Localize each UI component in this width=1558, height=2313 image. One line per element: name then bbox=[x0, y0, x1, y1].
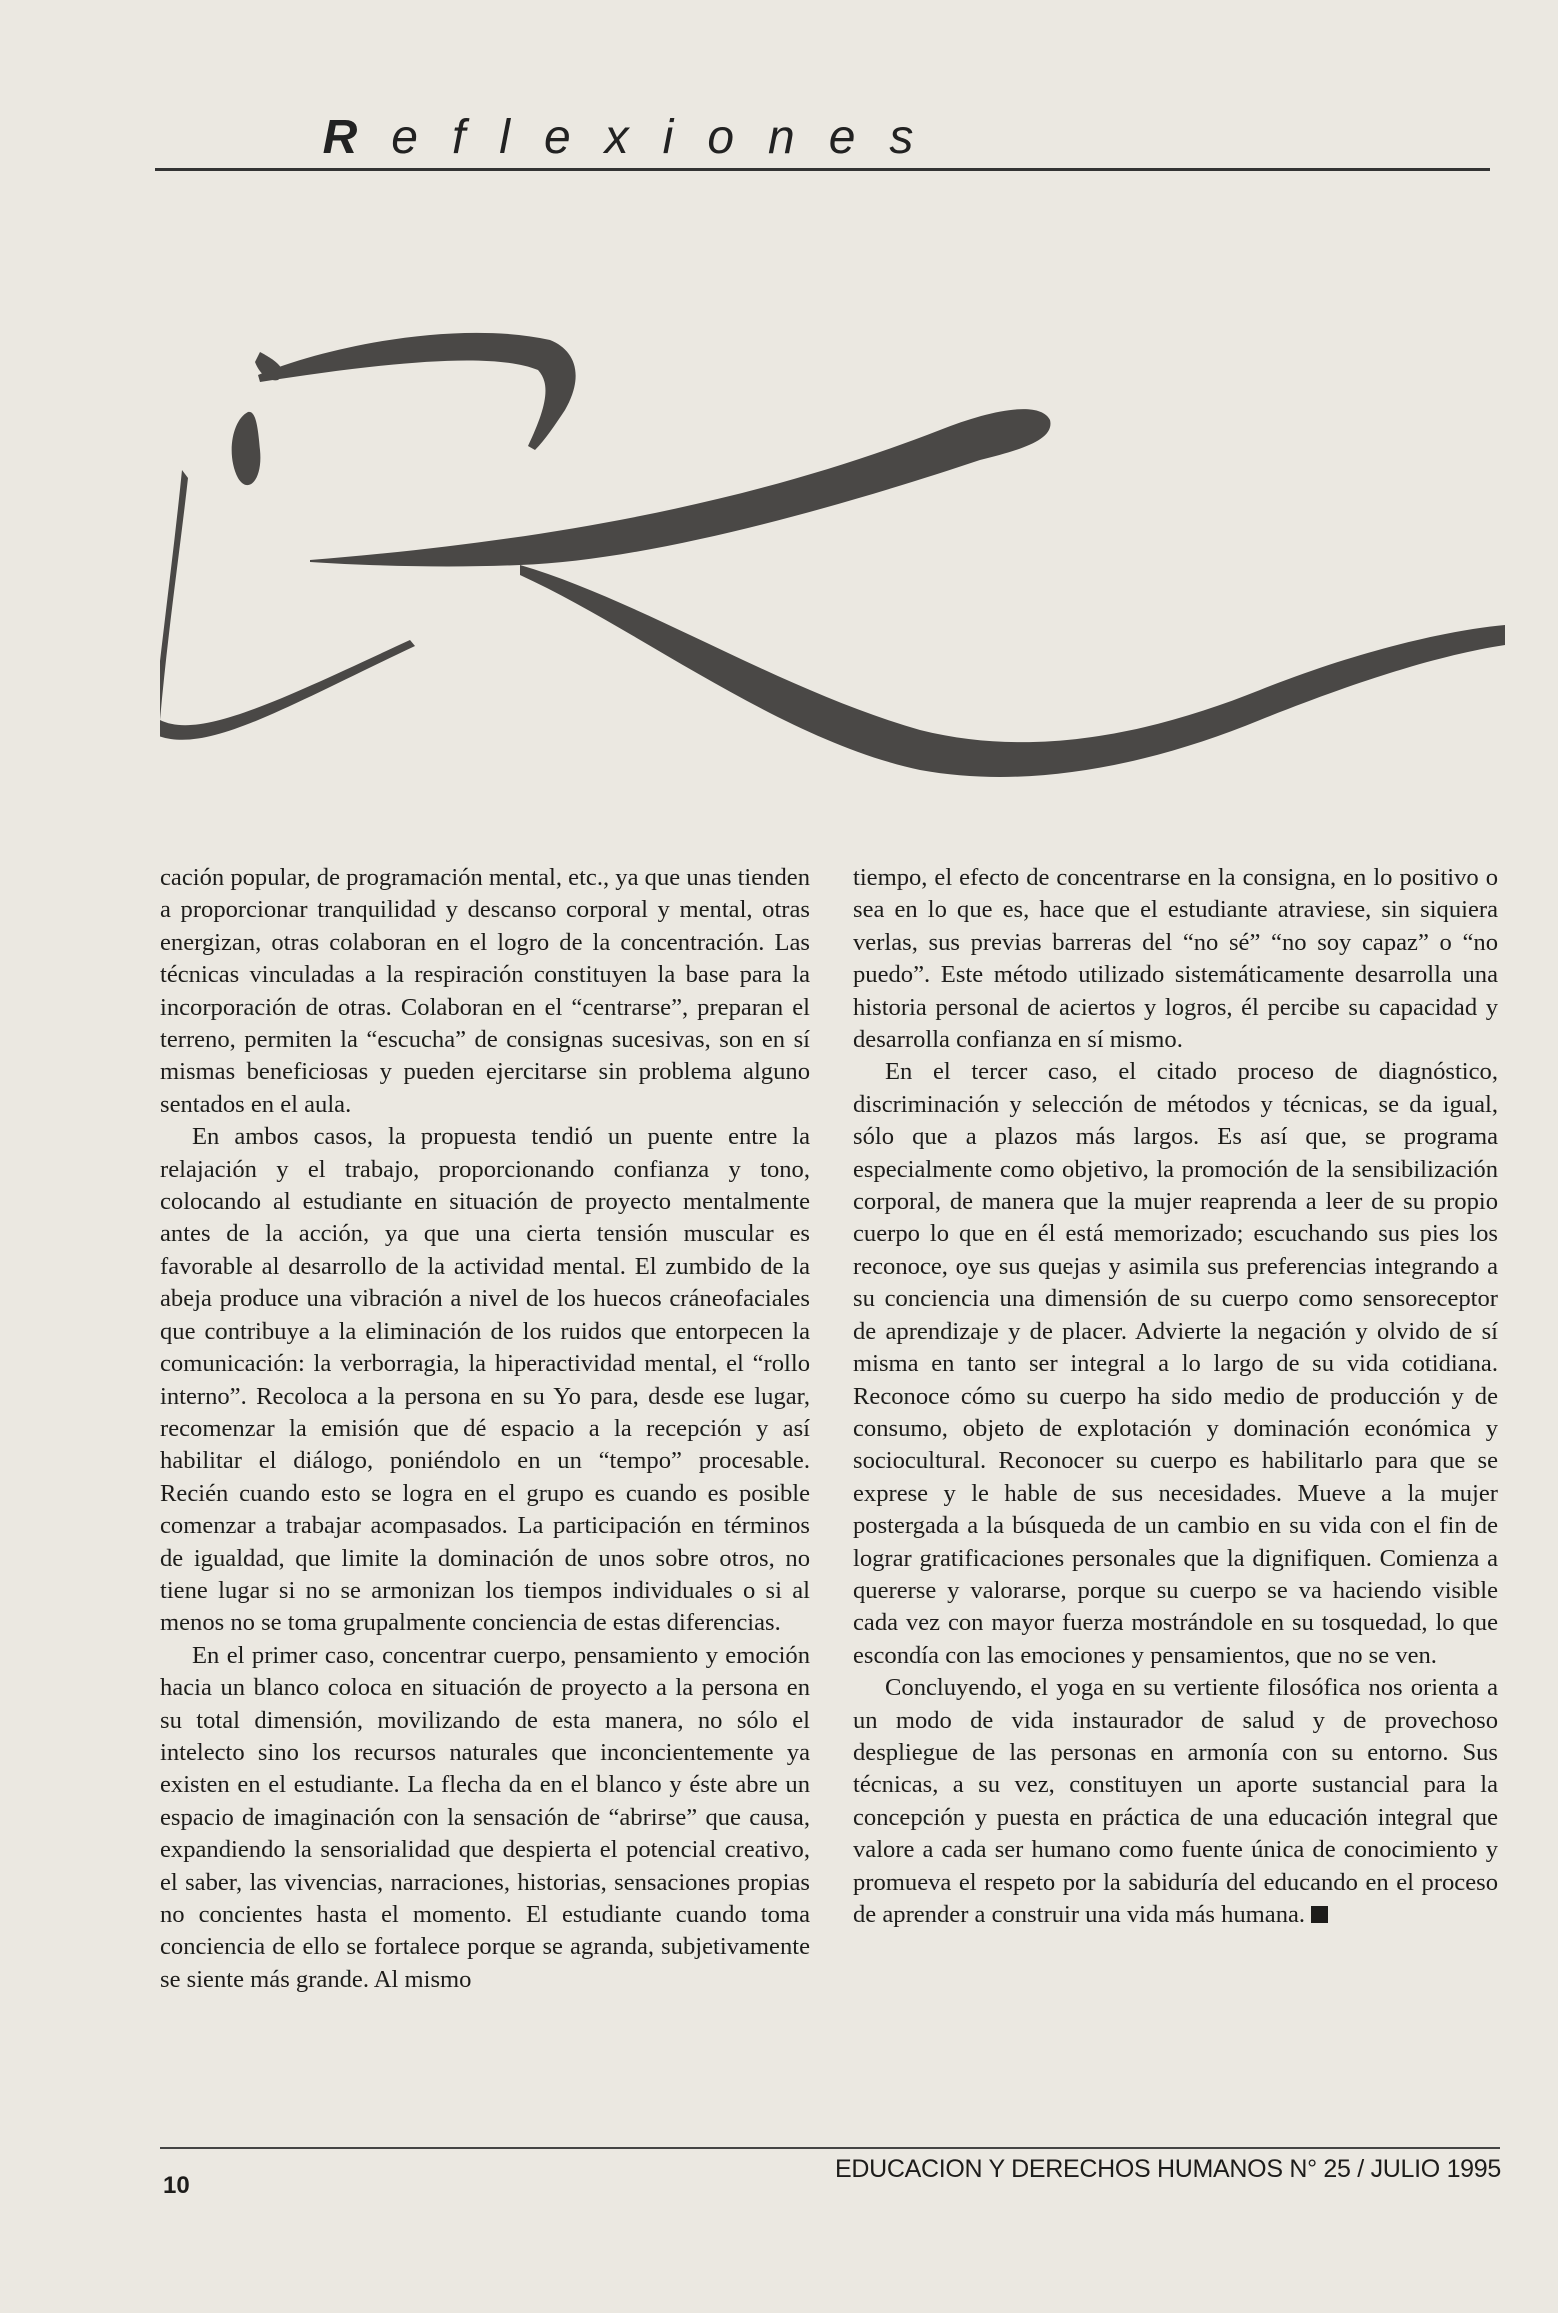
paragraph: En el tercer caso, el citado proceso de diagnóstico, discriminación y selección de métodos y técnicas, se da igual, sólo que a plazos más largos. Es así que, se programa especialmente como objetivo, la promoción de la sensibilización corporal, de manera que la mujer reaprenda a leer de su propio cuerpo lo que en él está memorizado; escuchando sus pies los reconoce, oye sus quejas y asimila sus preferencias integrando a su conciencia una dimensión de su cuerpo como sensoreceptor de aprendizaje y de placer. Advierte la negación y olvido de sí misma en tanto ser integral a lo largo de su vida cotidiana. Reconoce cómo su cuerpo ha sido medio de producción y de consumo, objeto de explotación y dominación económica y sociocultural. Reconocer su cuerpo es habilitarlo para que se exprese y le hable de sus necesidades. Mueve a la mujer postergada a la búsqueda de un cambio en su vida con el fin de lograr gratificaciones personales que la dignifiquen. Comienza a quererse y valorarse, porque su cuerpo se va haciendo visible cada vez con mayor fuerza mostrándole en su tosquedad, lo que escondía con las emociones y pensamientos, que no se ven. bbox=[853, 1058, 1498, 1669]
section-title-initial: R bbox=[322, 111, 392, 164]
page-number: 10 bbox=[163, 2172, 190, 2199]
paragraph-final bbox=[853, 1672, 1498, 1931]
section-title bbox=[0, 110, 1270, 165]
brush-stroke-arc bbox=[258, 333, 576, 450]
brush-stroke-mouth bbox=[160, 640, 415, 740]
paragraph-final-text: Concluyendo, el yoga en su vertiente filosófica nos orienta a un modo de vida instaurador de salud y de provechoso despliegue de las personas en armonía con su entorno. Sus técnicas, a su vez, constituyen un aporte sustancial para la concepción y puesta en práctica de una educación integral que valore a cada ser humano como fuente única de conocimiento y promueva el respeto por la sabiduría del educando en el proceso de aprender a construir una vida más humana. bbox=[853, 1674, 1498, 1928]
brush-stroke-wing bbox=[310, 409, 1050, 566]
article-column-left bbox=[160, 862, 810, 1996]
article-column-right bbox=[853, 862, 1498, 1931]
brush-stroke-vertical bbox=[160, 470, 188, 720]
paragraph: tiempo, el efecto de concentrarse en la consigna, en lo positivo o sea en lo que es, hace que el estudiante atraviese, sin siquiera verlas, sus previas barreras del “no sé” “no soy capaz” o “no puedo”. Este método utilizado sistemáticamente desarrolla una historia personal de aciertos y logros, él percibe su capacidad y desarrolla confianza en sí mismo. bbox=[853, 864, 1498, 1054]
brush-stroke-illustration bbox=[160, 300, 1505, 820]
journal-info: EDUCACION Y DERECHOS HUMANOS N° 25 / JULIO 1995 bbox=[835, 2155, 1501, 2183]
section-title-rest: eflexiones bbox=[391, 111, 948, 164]
paragraph: cación popular, de programación mental, etc., ya que unas tienden a proporcionar tranquilidad y descanso corporal y mental, otras energizan, otras colaboran en el logro de la concentración. Las técnicas vinculadas a la respiración constituyen la base para la incorporación de otras. Colaboran en el “centrarse”, preparan el terreno, permiten la “escucha” de consignas sucesivas, son en sí mismas beneficiosas y pueden ejercitarse sin problema alguno sentados en el aula. bbox=[160, 864, 810, 1118]
brush-stroke-tail bbox=[520, 565, 1505, 777]
header-rule bbox=[155, 168, 1490, 171]
footer-rule bbox=[160, 2147, 1500, 2149]
brush-stroke-drop bbox=[232, 412, 261, 485]
paragraph: En ambos casos, la propuesta tendió un puente entre la relajación y el trabajo, proporcionando confianza y tono, colocando al estudiante en situación de proyecto mentalmente antes de la acción, ya que una cierta tensión muscular es favorable al desarrollo de la actividad mental. El zumbido de la abeja produce una vibración a nivel de los huecos cráneofaciales que contribuye a la eliminación de los ruidos que entorpecen la comunicación: la verborragia, la hiperactividad mental, el “rollo interno”. Recoloca a la persona en su Yo para, desde ese lugar, recomenzar la emisión que dé espacio a la recepción y así habilitar el diálogo, poniéndolo en un “tempo” procesable. Recién cuando esto se logra en el grupo es cuando es posible comenzar a trabajar acompasados. La participación en términos de igualdad, que limite la dominación de unos sobre otros, no tiene lugar si no se armonizan los tiempos individuales o si al menos no se toma grupalmente conciencia de estas diferencias. bbox=[160, 1123, 810, 1637]
end-of-article-square-icon bbox=[1311, 1906, 1328, 1923]
paragraph: En el primer caso, concentrar cuerpo, pensamiento y emoción hacia un blanco coloca en situación de proyecto a la persona en su total dimensión, movilizando de esta manera, no sólo el intelecto sino los recursos naturales que inconcientemente ya existen en el estudiante. La flecha da en el blanco y éste abre un espacio de imaginación con la sensación de “abrirse” que causa, expandiendo la sensorialidad que despierta el potencial creativo, el saber, las vivencias, narraciones, historias, sensaciones propias no concientes hasta el momento. El estudiante cuando toma conciencia de ello se fortalece porque se agranda, subjetivamente se siente más grande. Al mismo bbox=[160, 1641, 810, 1993]
